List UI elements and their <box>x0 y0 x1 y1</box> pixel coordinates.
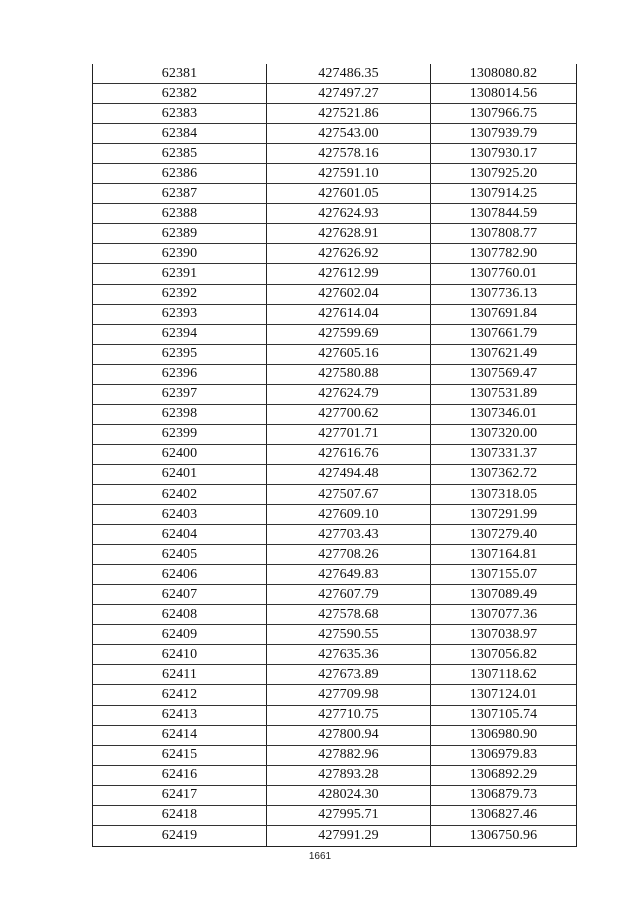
point-id-cell: 62381 <box>93 64 267 83</box>
point-id-cell: 62383 <box>93 104 267 123</box>
y-coordinate-cell: 1307105.74 <box>469 707 538 723</box>
x-coordinate-cell: 427995.71 <box>267 806 431 825</box>
x-coordinate-cell: 427614.04 <box>267 305 431 324</box>
point-id-cell: 62384 <box>93 124 267 143</box>
y-coordinate-cell: 1307089.49 <box>469 586 538 602</box>
y-coordinate-cell: 1307691.84 <box>469 306 538 322</box>
table-row <box>93 786 576 806</box>
table-row <box>93 565 576 585</box>
point-id-cell: 62412 <box>93 685 267 704</box>
table-row <box>93 706 576 726</box>
y-coordinate-cell: 1307569.47 <box>469 366 538 382</box>
point-id-cell: 62417 <box>93 786 267 805</box>
y-coordinate-cell: 1307077.36 <box>469 606 538 622</box>
page-number: 1661 <box>308 851 332 862</box>
y-coordinate-cell: 1307318.05 <box>469 486 538 502</box>
y-coordinate-cell: 1306892.29 <box>469 767 538 783</box>
point-id-cell: 62395 <box>93 345 267 364</box>
table-row <box>93 766 576 786</box>
x-coordinate-cell: 427616.76 <box>267 445 431 464</box>
y-coordinate-cell: 1307155.07 <box>469 566 538 582</box>
point-id-cell: 62386 <box>93 164 267 183</box>
y-coordinate-cell: 1307531.89 <box>469 386 538 402</box>
x-coordinate-cell: 428024.30 <box>267 786 431 805</box>
x-coordinate-cell: 427673.89 <box>267 665 431 684</box>
x-coordinate-cell: 427700.62 <box>267 405 431 424</box>
point-id-cell: 62408 <box>93 605 267 624</box>
y-coordinate-cell: 1307056.82 <box>469 646 538 662</box>
point-id-cell: 62398 <box>93 405 267 424</box>
x-coordinate-cell: 427497.27 <box>267 84 431 103</box>
point-id-cell: 62411 <box>93 665 267 684</box>
table-row <box>93 545 576 565</box>
table-row <box>93 385 576 405</box>
x-coordinate-cell: 427626.92 <box>267 244 431 263</box>
y-coordinate-cell: 1307331.37 <box>469 446 538 462</box>
y-coordinate-cell: 1307844.59 <box>469 205 538 221</box>
x-coordinate-cell: 427635.36 <box>267 645 431 664</box>
point-id-cell: 62389 <box>93 224 267 243</box>
point-id-cell: 62405 <box>93 545 267 564</box>
x-coordinate-cell: 427601.05 <box>267 184 431 203</box>
point-id-cell: 62407 <box>93 585 267 604</box>
x-coordinate-cell: 427628.91 <box>267 224 431 243</box>
y-coordinate-cell: 1307966.75 <box>469 105 538 121</box>
y-coordinate-cell: 1307661.79 <box>469 326 538 342</box>
y-coordinate-cell: 1306979.83 <box>469 747 538 763</box>
table-row <box>93 264 576 284</box>
table-row <box>93 505 576 525</box>
y-coordinate-cell: 1306827.46 <box>469 807 538 823</box>
y-coordinate-cell: 1307621.49 <box>469 346 538 362</box>
x-coordinate-cell: 427578.68 <box>267 605 431 624</box>
table-row <box>93 325 576 345</box>
table-row <box>93 465 576 485</box>
x-coordinate-cell: 427602.04 <box>267 285 431 304</box>
point-id-cell: 62382 <box>93 84 267 103</box>
x-coordinate-cell: 427624.79 <box>267 385 431 404</box>
table-row <box>93 425 576 445</box>
point-id-cell: 62396 <box>93 365 267 384</box>
x-coordinate-cell: 427703.43 <box>267 525 431 544</box>
y-coordinate-cell: 1307939.79 <box>469 125 538 141</box>
table-row <box>93 525 576 545</box>
x-coordinate-cell: 427486.35 <box>267 64 431 83</box>
x-coordinate-cell: 427580.88 <box>267 365 431 384</box>
y-coordinate-cell: 1308080.82 <box>469 65 538 81</box>
table-row <box>93 685 576 705</box>
y-coordinate-cell: 1307038.97 <box>469 626 538 642</box>
y-coordinate-cell: 1307736.13 <box>469 286 538 302</box>
point-id-cell: 62391 <box>93 264 267 283</box>
x-coordinate-cell: 427494.48 <box>267 465 431 484</box>
point-id-cell: 62404 <box>93 525 267 544</box>
point-id-cell: 62419 <box>93 826 267 846</box>
table-row <box>93 445 576 465</box>
table-row <box>93 585 576 605</box>
point-id-cell: 62385 <box>93 144 267 163</box>
table-row <box>93 164 576 184</box>
point-id-cell: 62406 <box>93 565 267 584</box>
y-coordinate-cell: 1308014.56 <box>469 85 538 101</box>
table-row <box>93 184 576 204</box>
y-coordinate-cell: 1307118.62 <box>470 666 537 682</box>
x-coordinate-cell: 427710.75 <box>267 706 431 725</box>
x-coordinate-cell: 427708.26 <box>267 545 431 564</box>
y-coordinate-cell: 1307164.81 <box>469 546 538 562</box>
table-row <box>93 726 576 746</box>
table-row <box>93 244 576 264</box>
y-coordinate-cell: 1307782.90 <box>469 245 538 261</box>
point-id-cell: 62394 <box>93 325 267 344</box>
table-row <box>93 64 576 84</box>
x-coordinate-cell: 427800.94 <box>267 726 431 745</box>
point-id-cell: 62409 <box>93 625 267 644</box>
x-coordinate-cell: 427609.10 <box>267 505 431 524</box>
coordinate-table <box>92 64 577 847</box>
point-id-cell: 62414 <box>93 726 267 745</box>
x-coordinate-cell: 427882.96 <box>267 746 431 765</box>
x-coordinate-cell: 427507.67 <box>267 485 431 504</box>
x-coordinate-cell: 427701.71 <box>267 425 431 444</box>
point-id-cell: 62416 <box>93 766 267 785</box>
x-coordinate-cell: 427599.69 <box>267 325 431 344</box>
point-id-cell: 62399 <box>93 425 267 444</box>
table-row <box>93 345 576 365</box>
point-id-cell: 62393 <box>93 305 267 324</box>
y-coordinate-cell: 1306750.96 <box>469 827 538 843</box>
x-coordinate-cell: 427543.00 <box>267 124 431 143</box>
point-id-cell: 62388 <box>93 204 267 223</box>
x-coordinate-cell: 427612.99 <box>267 264 431 283</box>
y-coordinate-cell: 1306980.90 <box>469 727 538 743</box>
table-row <box>93 625 576 645</box>
x-coordinate-cell: 427649.83 <box>267 565 431 584</box>
point-id-cell: 62392 <box>93 285 267 304</box>
table-row <box>93 365 576 385</box>
point-id-cell: 62403 <box>93 505 267 524</box>
y-coordinate-cell: 1307320.00 <box>469 426 538 442</box>
x-coordinate-cell: 427521.86 <box>267 104 431 123</box>
x-coordinate-cell: 427709.98 <box>267 685 431 704</box>
table-row <box>93 605 576 625</box>
table-row <box>93 405 576 425</box>
y-coordinate-cell: 1307925.20 <box>469 165 538 181</box>
y-coordinate-cell: 1306879.73 <box>469 787 538 803</box>
point-id-cell: 62402 <box>93 485 267 504</box>
table-row <box>93 665 576 685</box>
point-id-cell: 62410 <box>93 645 267 664</box>
table-row <box>93 485 576 505</box>
table-row <box>93 806 576 826</box>
point-id-cell: 62400 <box>93 445 267 464</box>
point-id-cell: 62401 <box>93 465 267 484</box>
table-row <box>93 645 576 665</box>
x-coordinate-cell: 427590.55 <box>267 625 431 644</box>
point-id-cell: 62397 <box>93 385 267 404</box>
table-row <box>93 84 576 104</box>
x-coordinate-cell: 427578.16 <box>267 144 431 163</box>
y-coordinate-cell: 1307760.01 <box>469 265 538 281</box>
table-row <box>93 746 576 766</box>
y-coordinate-cell: 1307914.25 <box>469 185 538 201</box>
table-row <box>93 104 576 124</box>
y-coordinate-cell: 1307362.72 <box>469 466 538 482</box>
table-row <box>93 124 576 144</box>
x-coordinate-cell: 427893.28 <box>267 766 431 785</box>
x-coordinate-cell: 427591.10 <box>267 164 431 183</box>
point-id-cell: 62387 <box>93 184 267 203</box>
x-coordinate-cell: 427607.79 <box>267 585 431 604</box>
x-coordinate-cell: 427605.16 <box>267 345 431 364</box>
y-coordinate-cell: 1307808.77 <box>469 225 538 241</box>
point-id-cell: 62413 <box>93 706 267 725</box>
y-coordinate-cell: 1307346.01 <box>469 406 538 422</box>
point-id-cell: 62418 <box>93 806 267 825</box>
x-coordinate-cell: 427624.93 <box>267 204 431 223</box>
x-coordinate-cell: 427991.29 <box>267 826 431 846</box>
table-row <box>93 285 576 305</box>
point-id-cell: 62390 <box>93 244 267 263</box>
table-row <box>93 224 576 244</box>
table-row <box>93 305 576 325</box>
y-coordinate-cell: 1307291.99 <box>469 506 538 522</box>
y-coordinate-cell: 1307279.40 <box>469 526 538 542</box>
table-row <box>93 144 576 164</box>
point-id-cell: 62415 <box>93 746 267 765</box>
y-coordinate-cell: 1307930.17 <box>469 145 538 161</box>
table-row <box>93 826 576 846</box>
table-row <box>93 204 576 224</box>
y-coordinate-cell: 1307124.01 <box>469 686 538 702</box>
